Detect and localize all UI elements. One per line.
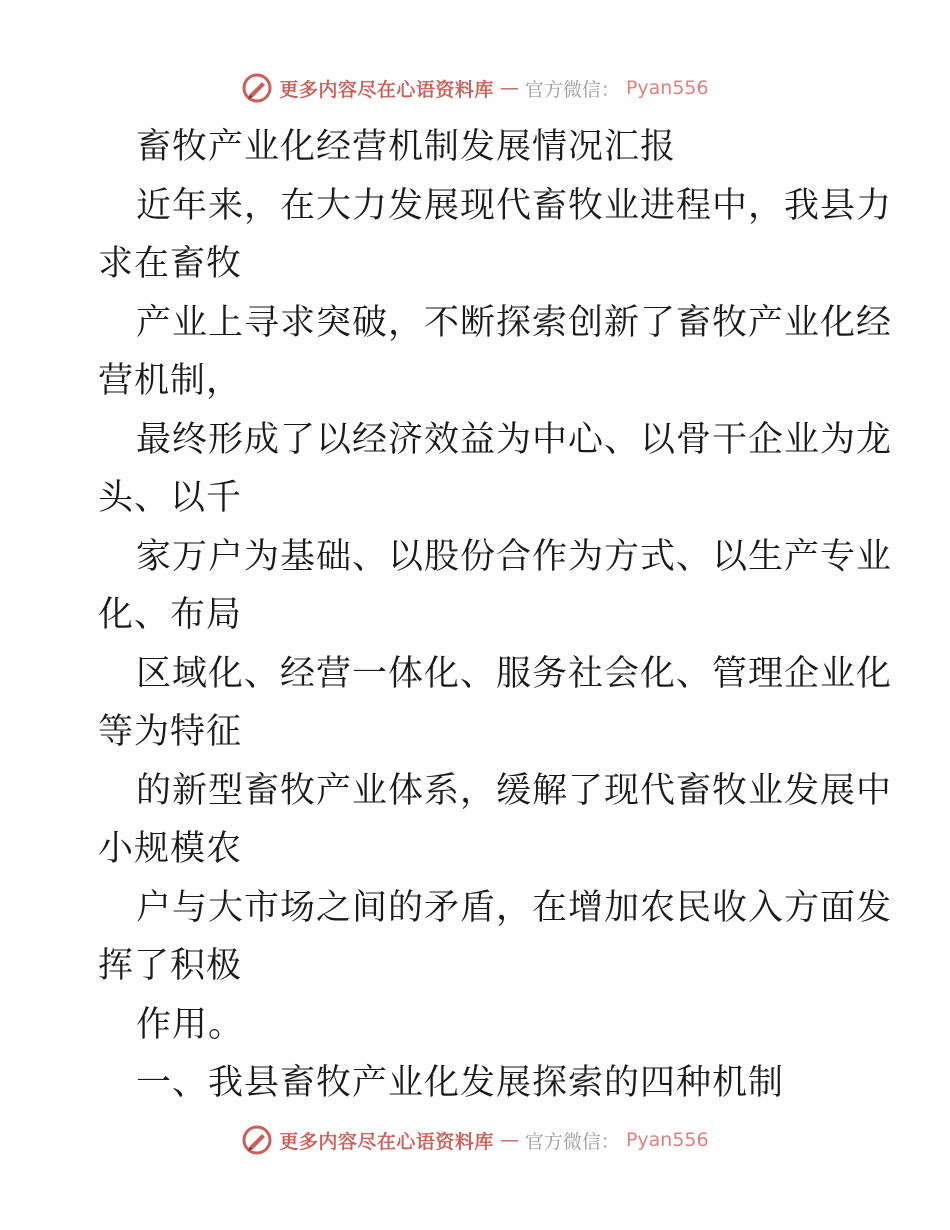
paragraph-line: 家万户为基础、以股份合作为方式、以生产专业: [136, 536, 893, 577]
document-title: 畜牧产业化经营机制发展情况汇报: [136, 127, 677, 167]
section-heading: 一、我县畜牧产业化发展探索的四种机制: [136, 1063, 785, 1103]
paragraph-line: 小规模农: [98, 829, 243, 869]
paragraph-line: 户与大市场之间的矛盾，在增加农民收入方面发: [136, 887, 893, 928]
paragraph-line: 挥了积极: [98, 946, 243, 986]
watermark-dash: —: [499, 77, 519, 99]
header-watermark: [0, 72, 950, 104]
paragraph-line: 头、以千: [98, 478, 243, 518]
paragraph-line: 作用。: [136, 1004, 245, 1045]
paragraph-line: 求在畜牧: [98, 244, 243, 284]
watermark-sub-text: 官方微信：: [524, 78, 620, 101]
paragraph-line: 营机制，: [98, 361, 243, 401]
watermark-dash: —: [499, 1129, 519, 1151]
paragraph-line: 化、布局: [98, 595, 243, 635]
document-body: [98, 118, 893, 1113]
watermark-main-text: 更多内容尽在心语资料库: [279, 78, 494, 101]
paragraph-line: 最终形成了以经济效益为中心、以骨干企业为龙: [136, 419, 893, 460]
watermark-wechat-id: Pyan556: [625, 1129, 709, 1151]
paragraph-line: 近年来，在大力发展现代畜牧业进程中，我县力: [136, 185, 893, 226]
pen-circle-logo-icon: [241, 72, 273, 104]
paragraph-line: 产业上寻求突破，不断探索创新了畜牧产业化经: [136, 302, 893, 343]
footer-watermark: [0, 1124, 950, 1156]
paragraph-line: 区域化、经营一体化、服务社会化、管理企业化: [136, 653, 893, 694]
paragraph-line: 等为特征: [98, 712, 243, 752]
watermark-wechat-id: Pyan556: [625, 77, 709, 99]
pen-circle-logo-icon: [241, 1124, 273, 1156]
watermark-main-text: 更多内容尽在心语资料库: [279, 1130, 494, 1153]
paragraph-line: 的新型畜牧产业体系，缓解了现代畜牧业发展中: [136, 770, 893, 811]
watermark-sub-text: 官方微信：: [524, 1130, 620, 1153]
